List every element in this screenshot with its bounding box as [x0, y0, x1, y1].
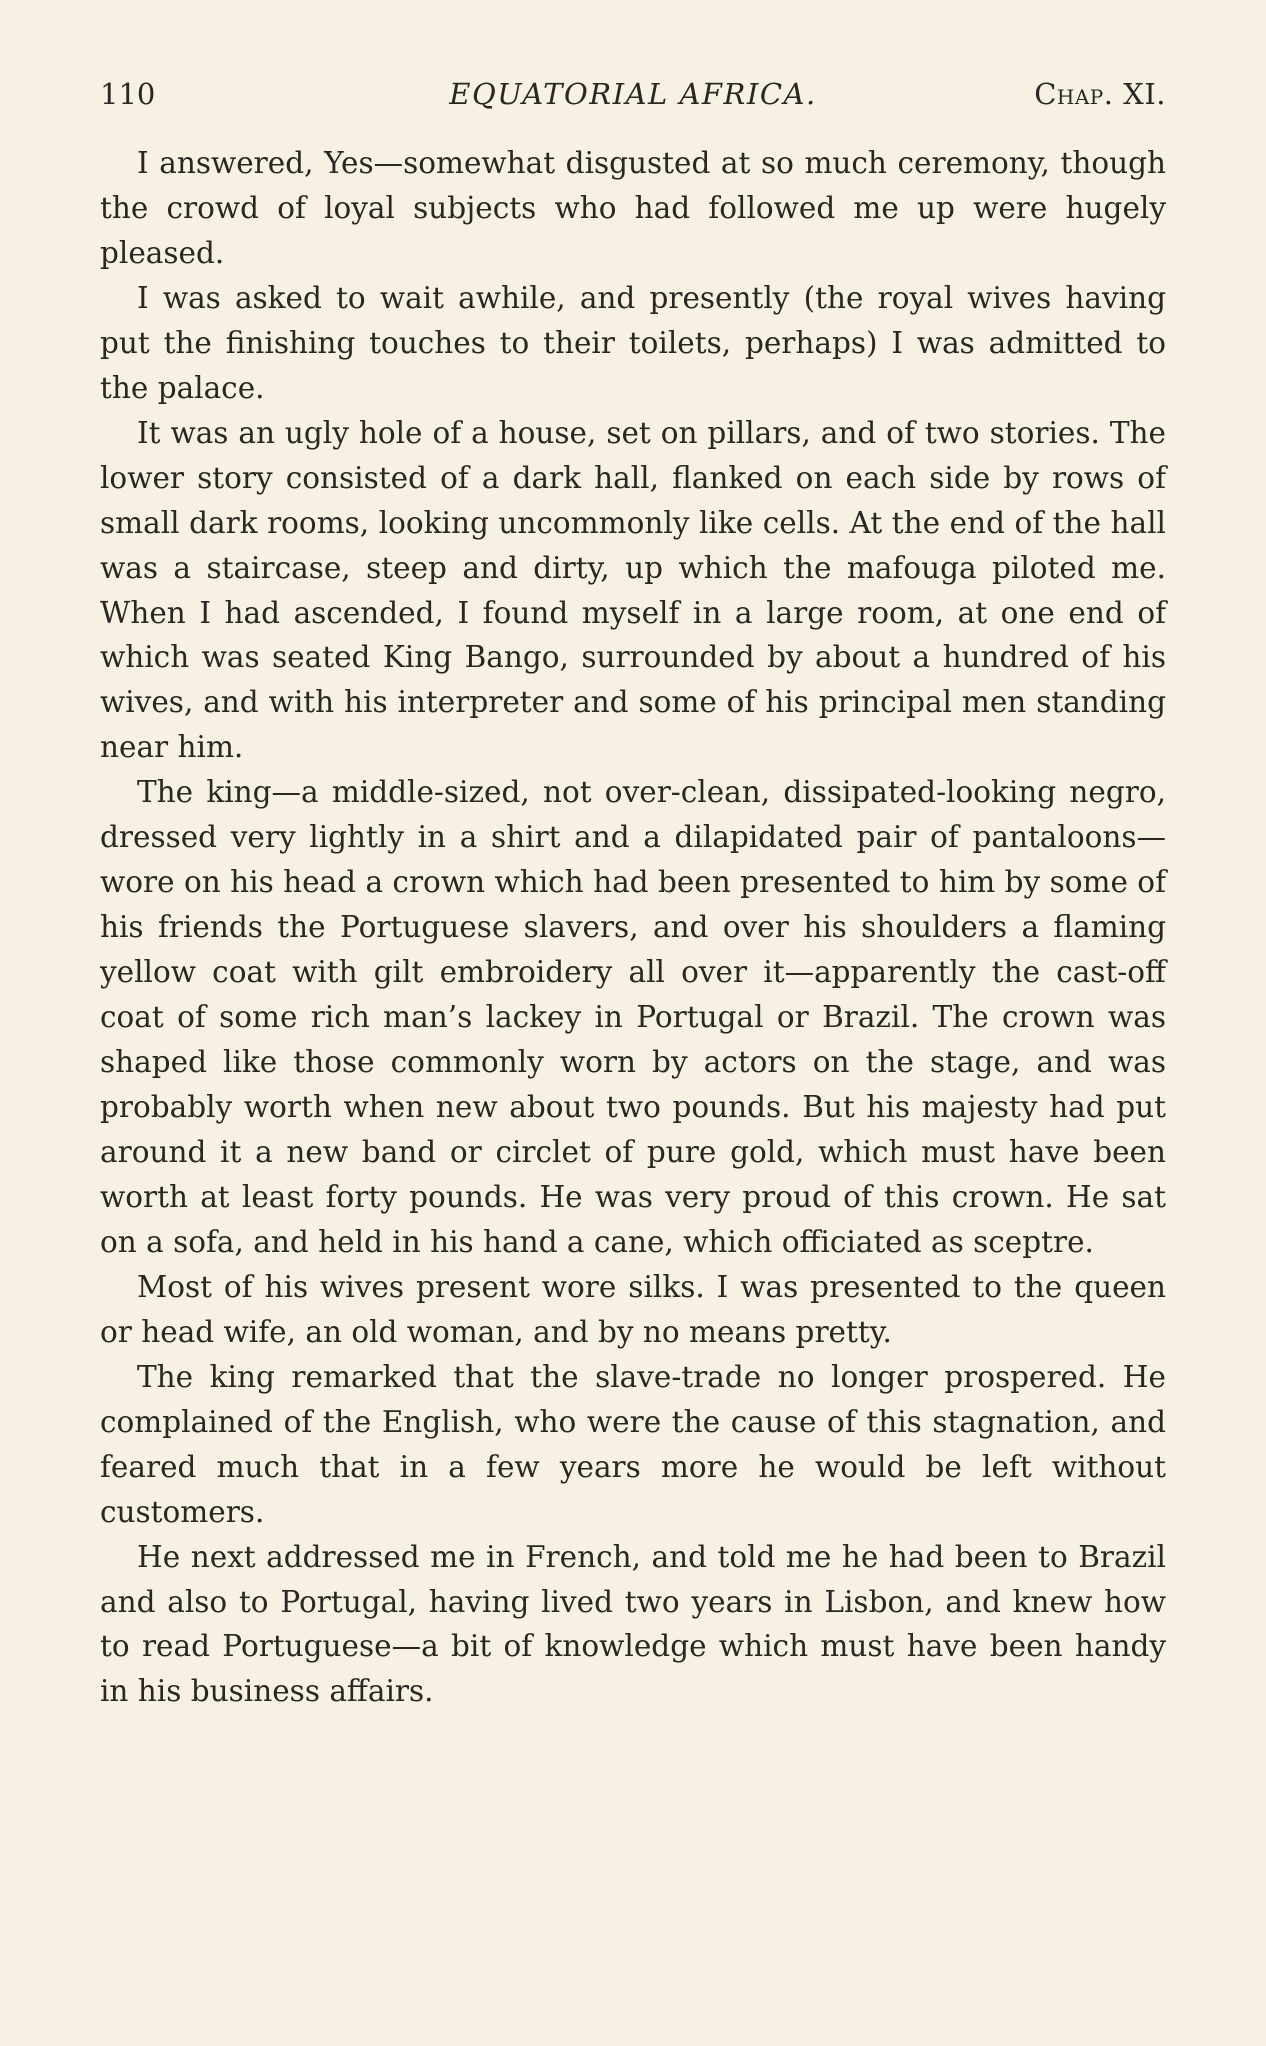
- paragraph: He next addressed me in French, and told me he had been to Brazil and also to Portugal, having lived two years in Lisbon, and knew how to read Portuguese—a bit of knowledge which must have been handy in his business affairs.: [100, 1539, 1166, 1709]
- body-text: [100, 141, 1166, 1714]
- book-title: EQUATORIAL AFRICA.: [449, 77, 817, 111]
- chapter-label: Chap. XI.: [1034, 77, 1166, 111]
- paragraph: I answered, Yes—somewhat disgusted at so much ceremony, though the crowd of loyal subjects who had followed me up were hugely pleased.: [100, 146, 1166, 270]
- running-head: [100, 74, 1166, 114]
- page-number: 110: [100, 77, 156, 111]
- paragraph: The king—a middle-sized, not over-clean, dissipated-looking negro, dressed very lightly in a shirt and a dilapidated pair of pantaloons—wore on his head a crown which had been presented to him by some of his friends the Portuguese slavers, and over his shoulders a flaming yellow coat with gilt embroidery all over it—apparently the cast-off coat of some rich man’s lackey in Portugal or Brazil. The crown was shaped like those commonly worn by actors on the stage, and was probably worth when new about two pounds. But his majesty had put around it a new band or circlet of pure gold, which must have been worth at least forty pounds. He was very proud of this crown. He sat on a sofa, and held in his hand a cane, which officiated as sceptre.: [100, 775, 1166, 1259]
- paragraph: It was an ugly hole of a house, set on pillars, and of two stories. The lower story consisted of a dark hall, flanked on each side by rows of small dark rooms, looking uncommonly like cells. At the end of the hall was a staircase, steep and dirty, up which the mafouga piloted me. When I had ascended, I found myself in a large room, at one end of which was seated King Bango, surrounded by about a hundred of his wives, and with his interpreter and some of his principal men standing near him.: [100, 415, 1166, 765]
- paragraph: I was asked to wait awhile, and presently (the royal wives having put the finishing touches to their toilets, perhaps) I was admitted to the palace.: [100, 280, 1166, 405]
- paragraph: The king remarked that the slave-trade no longer prospered. He complained of the English, who were the cause of this stagnation, and feared much that in a few years more he would be left without customers.: [100, 1359, 1166, 1529]
- paragraph: Most of his wives present wore silks. I was presented to the queen or head wife, an old woman, and by no means pretty.: [100, 1269, 1166, 1349]
